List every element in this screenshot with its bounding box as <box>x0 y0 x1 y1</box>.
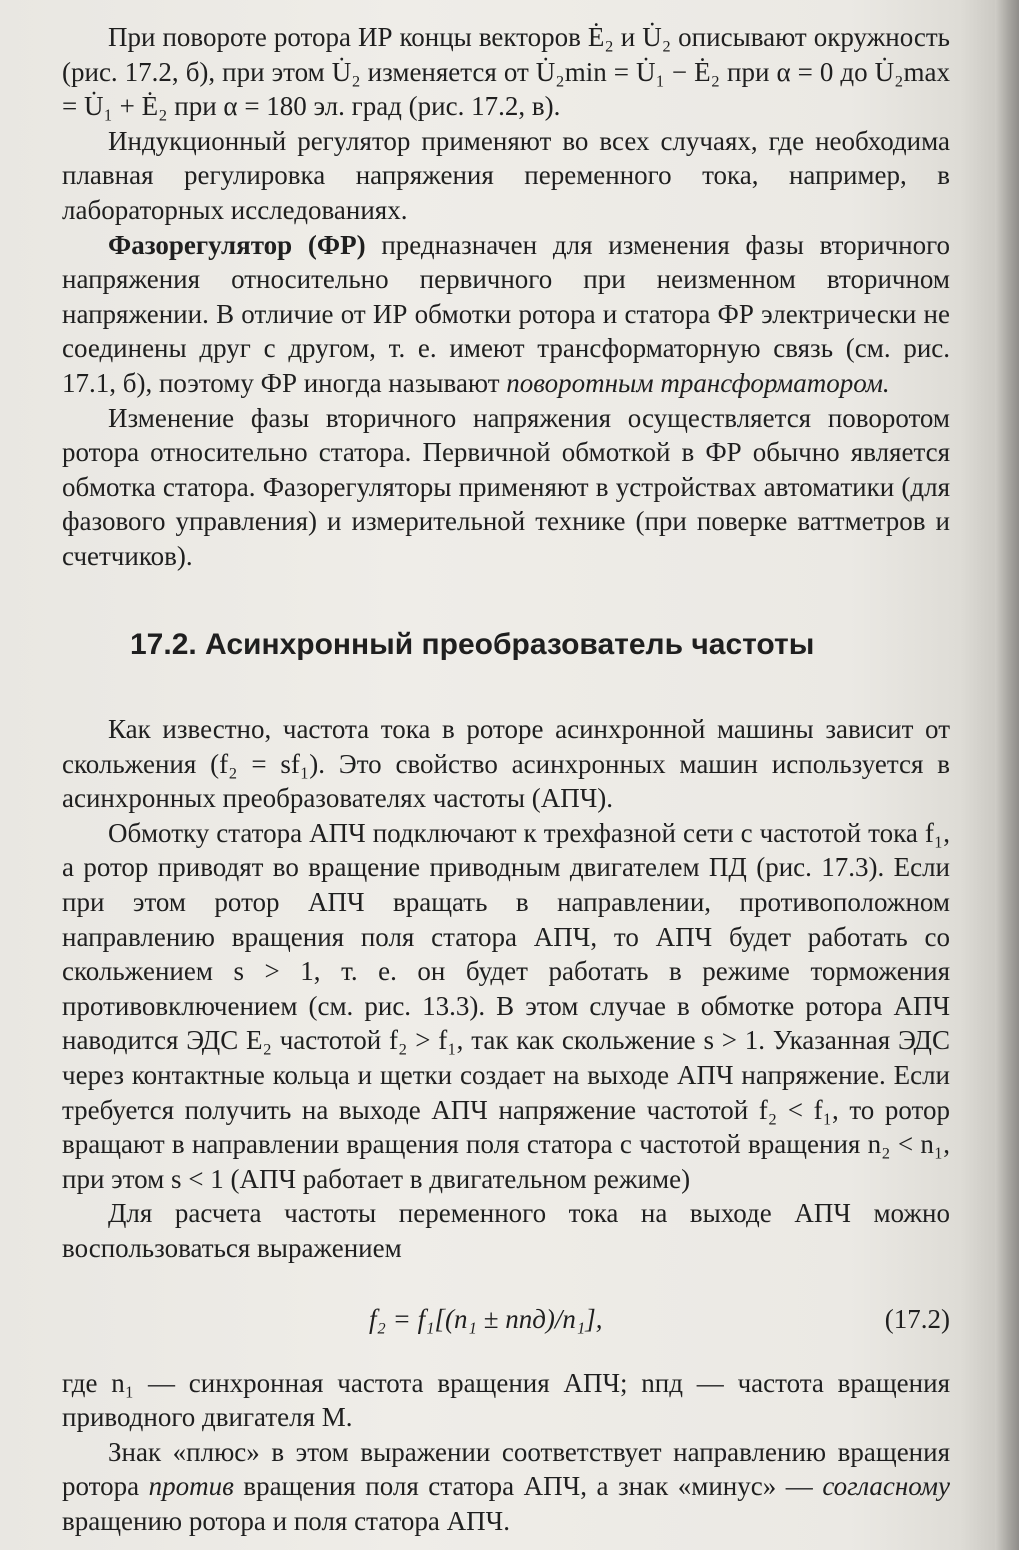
paragraph-legend: где n₁ — синхронная частота вращения АПЧ; nпд — частота вращения приводного двигателя М. <box>62 1367 950 1433</box>
page-edge-shadow <box>995 0 1019 1550</box>
sign-italic-against: против <box>148 1471 234 1502</box>
sign-lead: Знак «плюс» в этом выражении соответствует направлению вращения ротора <box>62 1436 950 1502</box>
sign-mid: вращения поля статора АПЧ, а знак «минус» — <box>233 1471 823 1502</box>
paragraph-phase-regulator <box>62 228 950 401</box>
page-text <box>62 20 950 1539</box>
term-rotary-transformer: поворотным трансформатором. <box>506 367 890 398</box>
section-heading: 17.2. Асинхронный преобразователь частоты <box>130 627 815 661</box>
formula-block <box>62 1302 950 1336</box>
paragraph-phase-regulator-body: предназначен для изменения фазы вторичного напряжения относительно первичного при неизменном вторичном напряжении. В отличие от ИР обмотки ротора и статора ФР электрически не соединены друг с другом, т. е. имеют трансформаторную связь (см. рис. 17.1, б), поэтому ФР иногда называют <box>62 229 950 398</box>
sign-italic-concordant: согласному <box>822 1471 950 1502</box>
paragraph-sign <box>62 1435 950 1539</box>
formula-expression: f₂ = f₁[(n₁ ± nпд)/n₁], <box>369 1303 603 1334</box>
paragraph-induction-regulator: Индукционный регулятор применяют во всех случаях, где необходима плавная регулировка напряжения переменного тока, например, в лабораторных исследованиях. <box>62 125 950 225</box>
paragraph-rotor-frequency: Как известно, частота тока в роторе асинхронной машины зависит от скольжения (f₂ = sf₁). Это свойство асинхронных машин используется в асинхронных преобразователях частоты (АПЧ). <box>62 714 950 814</box>
paragraph-calculation: Для расчета частоты переменного тока на выходе АПЧ можно воспользоваться выражением <box>62 1198 950 1263</box>
paragraph-stator-winding: Обмотку статора АПЧ подключают к трехфазной сети с частотой тока f₁, а ротор приводят во вращение приводным двигателем ПД (рис. 17.3). Если при этом ротор АПЧ вращать в направлении, противоположном направлению вращения поля статора АПЧ, то АПЧ будет работать со скольжением s > 1, т. е. он будет работать в режиме торможения противовключением (см. рис. 13.3). В этом случае в обмотке ротора АПЧ наводится ЭДС E₂ частотой f₂ > f₁, так как скольжение s > 1. Указанная ЭДС через контактные кольца и щетки создает на выходе АПЧ напряжение. Если требуется получить на выходе АПЧ напряжение частотой f₂ < f₁, то ротор вращают в направлении вращения поля статора с частотой вращения n₂ < n₁, при этом s < 1 (АПЧ работает в двигательном режиме) <box>62 817 950 1194</box>
equation-number: (17.2) <box>884 1303 950 1334</box>
paragraph-phase-change: Изменение фазы вторичного напряжения осуществляется поворотом ротора относительно статора. Первичной обмоткой в ФР обычно является обмотка статора. Фазорегуляторы применяют в устройствах автоматики (для фазового управления) и измерительной технике (при поверке ваттметров и счетчиков). <box>62 402 950 571</box>
paragraph-vectors: При повороте ротора ИР концы векторов Ė₂ и U̇₂ описывают окружность (рис. 17.2, б), при этом U̇₂ изменяется от U̇₂min = U̇₁ − Ė₂ при α = 0 до U̇₂max = U̇₁ + Ė₂ при α = 180 эл. град (рис. 17.2, в). <box>62 22 950 122</box>
term-phase-regulator: Фазорегулятор (ФР) <box>108 229 366 260</box>
sign-tail: вращению ротора и поля статора АПЧ. <box>62 1505 510 1536</box>
